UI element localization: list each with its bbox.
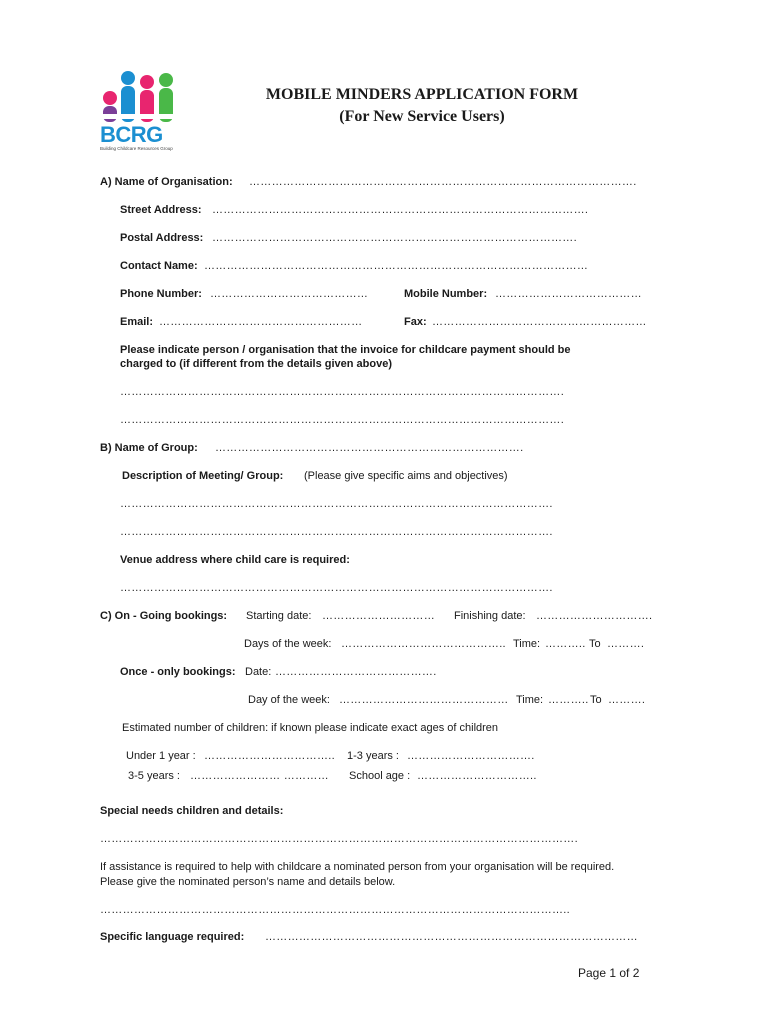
day-of-week-label: Day of the week:: [248, 694, 330, 706]
email-label: Email:: [120, 316, 154, 328]
ongoing-time-to-label: To: [589, 638, 601, 650]
day-of-week-field[interactable]: ………………………………………: [339, 694, 509, 706]
fax-field[interactable]: …………………………………………………: [432, 316, 647, 328]
once-only-bookings-label: Once - only bookings:: [120, 666, 236, 678]
logo-text: BCRG: [100, 122, 163, 147]
postal-address-field[interactable]: …………………………………………………………………………………….: [212, 232, 577, 244]
phone-number-field[interactable]: ……………………………………: [210, 288, 369, 300]
contact-name-field[interactable]: …………………………………………………………………………………………: [204, 260, 589, 272]
finishing-date-label: Finishing date:: [454, 610, 526, 622]
contact-name-label: Contact Name:: [120, 260, 198, 272]
once-time-label: Time:: [516, 694, 544, 706]
under-1-year-field[interactable]: ……………………………..: [204, 750, 336, 762]
invoice-instruction-line1: Please indicate person / organisation that the invoice for childcare payment should be: [120, 344, 571, 356]
ongoing-time-to-field[interactable]: ……….: [607, 638, 645, 650]
invoice-field-line2[interactable]: ……………………………………………………………………………………………………….: [120, 414, 565, 426]
special-needs-field[interactable]: ……………………………………………………………………………………………………………….: [100, 833, 578, 845]
assistance-instruction-line1: If assistance is required to help with childcare a nominated person from your organisation will be required.: [100, 861, 615, 873]
finishing-date-field[interactable]: ………………………….: [536, 610, 653, 622]
days-of-week-label: Days of the week:: [244, 638, 332, 650]
age-1-3-label: 1-3 years :: [347, 750, 399, 762]
street-address-field[interactable]: ……………………………………………………………………………………….: [212, 204, 589, 216]
starting-date-field[interactable]: …………………………: [322, 610, 435, 622]
starting-date-label: Starting date:: [246, 610, 312, 622]
school-age-field[interactable]: …………………………..: [417, 770, 537, 782]
form-title: MOBILE MINDERS APPLICATION FORM: [265, 86, 579, 103]
special-needs-label: Special needs children and details:: [100, 805, 284, 817]
description-hint: (Please give specific aims and objectives): [304, 470, 508, 482]
page-number: Page 1 of 2: [578, 966, 640, 980]
once-time-to-label: To: [590, 694, 602, 706]
description-field-line1[interactable]: …………………………………………………………………………………………………….: [120, 498, 553, 510]
children-estimate-instruction: Estimated number of children: if known please indicate exact ages of children: [122, 722, 499, 734]
once-time-from-field[interactable]: ………..: [548, 694, 589, 706]
once-time-to-field[interactable]: ……….: [608, 694, 646, 706]
invoice-field-line1[interactable]: ……………………………………………………………………………………………………….: [120, 386, 565, 398]
once-date-field[interactable]: …………………………………….: [275, 666, 437, 678]
org-name-field[interactable]: ………………………………………………………………………………………….: [249, 176, 637, 188]
invoice-instruction-line2: charged to (if different from the details given above): [120, 358, 392, 370]
street-address-label: Street Address:: [120, 204, 202, 216]
group-name-label: B) Name of Group:: [100, 442, 198, 454]
phone-number-label: Phone Number:: [120, 288, 202, 300]
age-1-3-field[interactable]: …………………………….: [407, 750, 535, 762]
specific-language-label: Specific language required:: [100, 931, 245, 943]
description-field-line2[interactable]: …………………………………………………………………………………………………….: [120, 526, 553, 538]
group-name-field[interactable]: ……………………………………………………………………….: [215, 442, 524, 454]
org-name-label: A) Name of Organisation:: [100, 176, 233, 188]
email-field[interactable]: ………………………………………………: [159, 316, 363, 328]
specific-language-field[interactable]: ………………………………………………………………………………………: [265, 931, 638, 943]
days-of-week-field[interactable]: ……………………………………..: [341, 638, 506, 650]
age-3-5-field[interactable]: …………………… …………: [190, 770, 329, 782]
school-age-label: School age :: [349, 770, 411, 782]
assistance-instruction-line2: Please give the nominated person’s name and details below.: [100, 876, 396, 888]
venue-address-label: Venue address where child care is required:: [120, 554, 350, 566]
description-label: Description of Meeting/ Group:: [122, 470, 284, 482]
under-1-year-label: Under 1 year :: [126, 750, 196, 762]
mobile-number-field[interactable]: …………………………………: [495, 288, 642, 300]
once-date-label: Date:: [245, 666, 272, 678]
form-subtitle: (For New Service Users): [339, 108, 505, 125]
nominated-person-field[interactable]: ……………………………………………………………………………………………………………..: [100, 904, 571, 916]
logo-tagline: Building Childcare Resources Group: [100, 146, 173, 151]
ongoing-bookings-label: C) On - Going bookings:: [100, 610, 228, 622]
venue-address-field[interactable]: …………………………………………………………………………………………………….: [120, 582, 553, 594]
postal-address-label: Postal Address:: [120, 232, 204, 244]
fax-label: Fax:: [404, 316, 427, 328]
age-3-5-label: 3-5 years :: [128, 770, 180, 782]
ongoing-time-label: Time:: [513, 638, 541, 650]
mobile-number-label: Mobile Number:: [404, 288, 488, 300]
ongoing-time-from-field[interactable]: ………..: [545, 638, 586, 650]
bcrg-logo: [98, 70, 184, 156]
